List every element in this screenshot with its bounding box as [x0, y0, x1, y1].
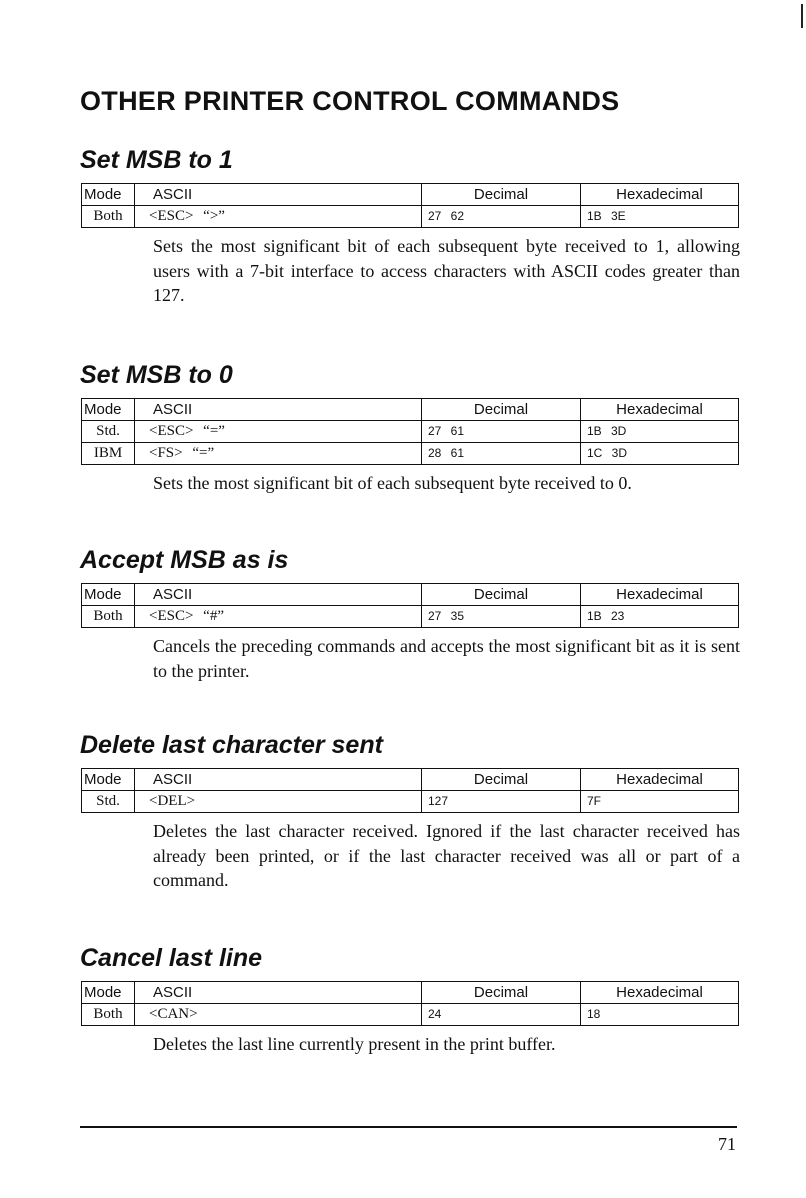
- header-decimal: Decimal: [422, 982, 581, 1004]
- header-ascii: ASCII: [135, 584, 422, 606]
- section-cancel-last-line: [80, 943, 740, 1057]
- cell-hex: 1B 23: [581, 606, 739, 628]
- header-mode: Mode: [82, 184, 135, 206]
- cell-decimal: 27 35: [422, 606, 581, 628]
- footer-rule: [80, 1126, 737, 1128]
- cell-hex: 1B 3D: [581, 421, 739, 443]
- section-description: Deletes the last character received. Ignored if the last character received has already been printed, or if the last character received was all or part of a command.: [153, 821, 740, 890]
- header-ascii: ASCII: [135, 982, 422, 1004]
- header-decimal: Decimal: [422, 184, 581, 206]
- header-ascii: ASCII: [135, 184, 422, 206]
- section-title: Set MSB to 0: [80, 361, 233, 389]
- section-description: Deletes the last line currently present in the print buffer.: [153, 1034, 556, 1054]
- table-row: [82, 1004, 739, 1026]
- cell-ascii: <FS> “=”: [135, 443, 422, 465]
- header-ascii: ASCII: [135, 399, 422, 421]
- cell-decimal: 27 62: [422, 206, 581, 228]
- table-row: [82, 206, 739, 228]
- table-header-row: [82, 584, 739, 606]
- cell-hex: 7F: [581, 791, 739, 813]
- cell-decimal: 27 61: [422, 421, 581, 443]
- command-table: [81, 583, 739, 628]
- section-title: Accept MSB as is: [80, 546, 289, 574]
- chapter-title: OTHER PRINTER CONTROL COMMANDS: [80, 86, 620, 116]
- section-description: Sets the most significant bit of each subsequent byte received to 1, allowing users with a 7-bit interface to access characters with ASCII codes greater than 127.: [153, 236, 740, 305]
- cell-mode: Both: [82, 206, 135, 228]
- command-table: [81, 768, 739, 813]
- cell-decimal: 28 61: [422, 443, 581, 465]
- header-ascii: ASCII: [135, 769, 422, 791]
- cell-decimal: 127: [422, 791, 581, 813]
- command-table: [81, 183, 739, 228]
- header-hex: Hexadecimal: [581, 769, 739, 791]
- section-title: Set MSB to 1: [80, 146, 233, 174]
- header-hex: Hexadecimal: [581, 584, 739, 606]
- header-decimal: Decimal: [422, 769, 581, 791]
- cell-hex: 1B 3E: [581, 206, 739, 228]
- section-description: Sets the most significant bit of each subsequent byte received to 0.: [153, 473, 632, 493]
- table-row: [82, 421, 739, 443]
- table-row: [82, 791, 739, 813]
- table-header-row: [82, 982, 739, 1004]
- header-hex: Hexadecimal: [581, 184, 739, 206]
- cell-hex: 18: [581, 1004, 739, 1026]
- page-number: 71: [718, 1134, 736, 1154]
- table-row: [82, 443, 739, 465]
- cell-decimal: 24: [422, 1004, 581, 1026]
- section-accept-msb: [80, 545, 740, 683]
- header-hex: Hexadecimal: [581, 399, 739, 421]
- cell-ascii: <CAN>: [135, 1004, 422, 1026]
- section-description: Cancels the preceding commands and accepts the most significant bit as it is sent to the printer.: [153, 636, 740, 681]
- table-header-row: [82, 184, 739, 206]
- cell-ascii: <ESC> “>”: [135, 206, 422, 228]
- section-delete-last-char: [80, 730, 740, 893]
- header-mode: Mode: [82, 769, 135, 791]
- table-header-row: [82, 769, 739, 791]
- table-header-row: [82, 399, 739, 421]
- cell-mode: Both: [82, 1004, 135, 1026]
- section-title: Delete last character sent: [80, 731, 383, 759]
- header-hex: Hexadecimal: [581, 982, 739, 1004]
- cell-ascii: <DEL>: [135, 791, 422, 813]
- header-mode: Mode: [82, 982, 135, 1004]
- command-table: [81, 398, 739, 465]
- section-set-msb-0: [80, 360, 740, 496]
- cell-mode: Std.: [82, 791, 135, 813]
- cell-ascii: <ESC> “=”: [135, 421, 422, 443]
- table-row: [82, 606, 739, 628]
- command-table: [81, 981, 739, 1026]
- section-title: Cancel last line: [80, 944, 263, 972]
- cell-mode: Both: [82, 606, 135, 628]
- cell-mode: IBM: [82, 443, 135, 465]
- header-decimal: Decimal: [422, 399, 581, 421]
- header-decimal: Decimal: [422, 584, 581, 606]
- section-set-msb-1: [80, 145, 740, 308]
- edge-mark: [801, 4, 803, 28]
- cell-hex: 1C 3D: [581, 443, 739, 465]
- header-mode: Mode: [82, 399, 135, 421]
- cell-ascii: <ESC> “#”: [135, 606, 422, 628]
- header-mode: Mode: [82, 584, 135, 606]
- cell-mode: Std.: [82, 421, 135, 443]
